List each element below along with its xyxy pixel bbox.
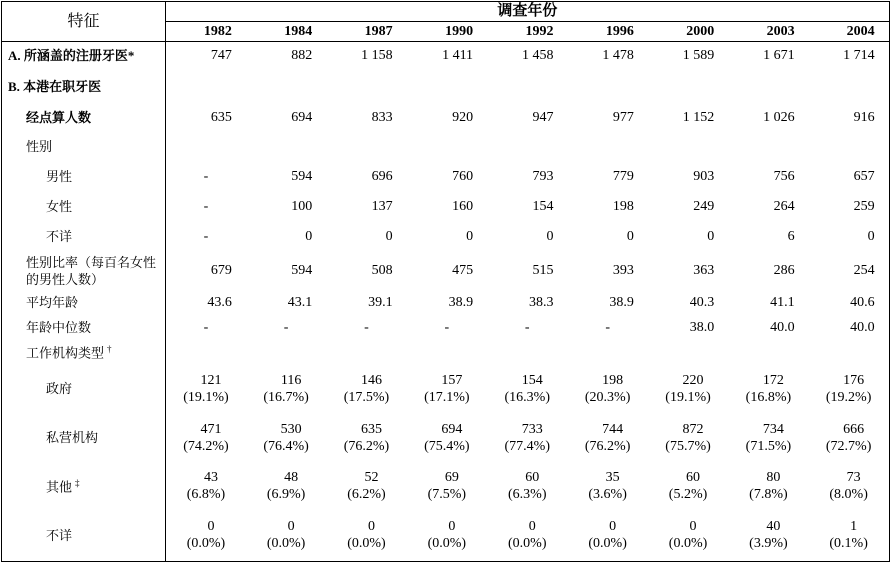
year-header: 1987 — [326, 22, 406, 42]
row-label-text: 不详 — [46, 229, 73, 244]
percent-value: (74.2%) — [183, 438, 229, 454]
count-value: 694 — [441, 421, 463, 437]
value-cell: 0 — [546, 229, 554, 244]
row-label — [2, 222, 166, 252]
empty-cell — [567, 340, 647, 364]
row-label-text: 男性 — [46, 169, 73, 184]
percent-value: (75.4%) — [424, 438, 470, 454]
count-value: 0 — [528, 519, 536, 535]
value-cell — [246, 462, 326, 510]
value-cell: 363 — [693, 263, 715, 278]
value-cell: 0 — [305, 229, 313, 244]
count-value: 48 — [284, 469, 299, 485]
empty-cell — [487, 70, 567, 104]
count-value: 176 — [843, 372, 865, 388]
table-row — [2, 192, 890, 222]
empty-cell — [728, 340, 808, 364]
table-row — [2, 132, 890, 162]
value-cell: 393 — [612, 263, 634, 278]
percent-value: (16.8%) — [745, 389, 792, 405]
empty-cell — [487, 132, 567, 162]
table-body — [2, 42, 890, 562]
row-label — [2, 42, 166, 70]
count-value: 872 — [682, 421, 704, 437]
row-label — [2, 340, 166, 364]
value-cell: - — [203, 199, 209, 214]
empty-cell — [166, 132, 246, 162]
percent-value: (0.0%) — [186, 536, 226, 552]
percent-value: (3.6%) — [588, 486, 627, 502]
percent-value: (5.2%) — [668, 486, 708, 502]
table-row — [2, 162, 890, 192]
value-cell: 1 478 — [602, 48, 634, 64]
value-cell: 0 — [626, 229, 634, 244]
value-cell — [166, 364, 246, 414]
empty-cell — [567, 70, 647, 104]
value-cell — [728, 510, 808, 562]
percent-value: (7.8%) — [749, 486, 788, 502]
percent-value: (6.2%) — [347, 486, 386, 502]
row-label-text: 平均年龄 — [26, 295, 79, 310]
value-cell: 40.3 — [689, 295, 715, 310]
value-cell — [246, 414, 326, 462]
value-cell — [648, 414, 728, 462]
year-header: 1990 — [407, 22, 487, 42]
year-header: 1992 — [487, 22, 567, 42]
value-cell — [407, 364, 487, 414]
value-cell — [567, 462, 647, 510]
table-row — [2, 316, 890, 340]
header-row-survey — [2, 2, 890, 22]
row-label-text: B. 本港在职牙医 — [8, 79, 102, 94]
value-cell — [246, 510, 326, 562]
row-label-text: 年龄中位数 — [26, 320, 92, 335]
count-value: 154 — [521, 372, 543, 388]
value-cell — [407, 414, 487, 462]
value-cell: 977 — [612, 110, 634, 125]
value-cell: 39.1 — [368, 295, 393, 310]
percent-value: (6.9%) — [266, 486, 306, 502]
value-cell: 760 — [452, 169, 474, 184]
value-cell: 0 — [385, 229, 393, 244]
value-cell — [166, 462, 246, 510]
value-cell: 0 — [466, 229, 474, 244]
value-cell: 696 — [371, 169, 393, 184]
empty-cell — [166, 70, 246, 104]
empty-cell — [809, 340, 890, 364]
percent-value: (76.4%) — [263, 438, 309, 454]
row-label — [2, 290, 166, 316]
empty-cell — [648, 70, 728, 104]
value-cell — [728, 414, 808, 462]
empty-cell — [326, 132, 406, 162]
value-cell — [166, 510, 246, 562]
year-header: 1984 — [246, 22, 326, 42]
percent-value: (0.0%) — [668, 536, 708, 552]
percent-value: (17.1%) — [424, 389, 470, 405]
empty-cell — [728, 70, 808, 104]
count-value: 52 — [364, 469, 379, 485]
footnote-mark: ‡ — [75, 478, 80, 489]
value-cell: 947 — [532, 110, 554, 125]
value-cell: 833 — [371, 110, 393, 125]
empty-cell — [648, 132, 728, 162]
value-cell: 594 — [291, 263, 313, 278]
percent-value: (0.0%) — [266, 536, 306, 552]
value-cell: 1 589 — [682, 48, 715, 64]
count-value: 471 — [200, 421, 222, 437]
value-cell — [728, 462, 808, 510]
count-value: 744 — [602, 421, 624, 437]
row-label — [2, 192, 166, 222]
count-value: 157 — [441, 372, 463, 388]
row-label-text: A. 所涵盖的注册牙医* — [8, 48, 135, 64]
row-label-text: 性别 — [26, 139, 53, 154]
table-row — [2, 462, 890, 510]
value-cell: - — [524, 320, 530, 335]
row-label — [2, 316, 166, 340]
value-cell: - — [203, 320, 209, 335]
table-row — [2, 104, 890, 132]
empty-cell — [407, 132, 487, 162]
value-cell: 793 — [532, 169, 554, 184]
value-cell — [487, 364, 567, 414]
value-cell: 154 — [532, 199, 554, 214]
value-cell: 779 — [612, 169, 634, 184]
percent-value: (6.8%) — [186, 486, 226, 502]
value-cell — [648, 462, 728, 510]
empty-cell — [809, 70, 890, 104]
count-value: 666 — [843, 421, 865, 437]
value-cell: 694 — [291, 110, 313, 125]
year-header: 1982 — [166, 22, 246, 42]
count-value: 116 — [280, 372, 302, 388]
count-value: 0 — [207, 519, 215, 535]
row-label-text: 其他 — [46, 479, 73, 495]
percent-value: (19.2%) — [825, 389, 872, 405]
percent-value: (0.0%) — [427, 536, 467, 552]
count-value: 172 — [762, 372, 784, 388]
value-cell: 1 671 — [763, 48, 795, 64]
table-row — [2, 70, 890, 104]
count-value: 1 — [850, 519, 858, 535]
value-cell: 254 — [853, 263, 875, 278]
count-value: 146 — [360, 372, 382, 388]
percent-value: (76.2%) — [584, 438, 631, 454]
row-label — [2, 252, 166, 290]
row-label-text: 不详 — [46, 527, 73, 543]
value-cell: 1 026 — [763, 110, 795, 125]
value-cell: 1 714 — [843, 48, 875, 64]
value-cell: 657 — [853, 169, 875, 184]
year-header: 2004 — [809, 22, 890, 42]
value-cell — [648, 364, 728, 414]
count-value: 121 — [200, 372, 222, 388]
value-cell: 41.1 — [770, 295, 795, 310]
value-cell: - — [605, 320, 610, 335]
percent-value: (0.1%) — [829, 536, 868, 552]
percent-value: (0.0%) — [347, 536, 386, 552]
value-cell: 882 — [291, 48, 313, 64]
row-label — [2, 414, 166, 462]
empty-cell — [246, 132, 326, 162]
value-cell: 198 — [612, 199, 634, 214]
value-cell: 1 458 — [521, 48, 554, 64]
value-cell: 1 152 — [682, 110, 715, 125]
empty-cell — [407, 340, 487, 364]
count-value: 69 — [444, 469, 459, 485]
value-cell: 475 — [452, 263, 474, 278]
percent-value: (8.0%) — [829, 486, 868, 502]
value-cell: 100 — [291, 199, 313, 214]
value-cell: 40.0 — [770, 320, 795, 335]
empty-cell — [166, 340, 246, 364]
value-cell: 40.0 — [850, 320, 875, 335]
value-cell — [648, 510, 728, 562]
row-label-text: 私营机构 — [46, 430, 99, 445]
count-value: 733 — [521, 421, 543, 437]
value-cell: - — [444, 320, 450, 335]
row-label — [2, 364, 166, 414]
percent-value: (3.9%) — [749, 536, 788, 552]
row-label-text: 经点算人数 — [26, 110, 92, 125]
empty-cell — [407, 70, 487, 104]
value-cell: - — [203, 169, 209, 184]
value-cell — [326, 510, 406, 562]
value-cell: 594 — [291, 169, 313, 184]
count-value: 35 — [605, 469, 620, 485]
row-label — [2, 510, 166, 562]
count-value: 220 — [682, 372, 704, 388]
value-cell: 160 — [452, 199, 474, 214]
percent-value: (71.5%) — [745, 438, 792, 454]
row-label — [2, 162, 166, 192]
empty-cell — [326, 70, 406, 104]
percent-value: (19.1%) — [183, 389, 229, 405]
percent-value: (77.4%) — [504, 438, 550, 454]
count-value: 73 — [846, 469, 861, 485]
table-row — [2, 290, 890, 316]
count-value: 0 — [609, 519, 617, 535]
value-cell — [809, 510, 890, 562]
year-header: 2000 — [648, 22, 728, 42]
empty-cell — [809, 132, 890, 162]
value-cell — [567, 510, 647, 562]
footnote-mark: † — [107, 344, 112, 355]
row-label-text: 性别比率（每百名女性的男性人数） — [26, 254, 157, 287]
count-value: 734 — [762, 421, 784, 437]
value-cell: 756 — [773, 169, 795, 184]
value-cell: 508 — [371, 263, 393, 278]
value-cell — [166, 414, 246, 462]
value-cell: 43.1 — [287, 295, 313, 310]
row-label — [2, 462, 166, 510]
percent-value: (20.3%) — [584, 389, 631, 405]
dentist-statistics-table — [1, 1, 890, 562]
value-cell: 38.9 — [448, 295, 474, 310]
value-cell — [326, 462, 406, 510]
row-label — [2, 104, 166, 132]
value-cell — [326, 414, 406, 462]
value-cell: 920 — [452, 110, 474, 125]
count-value: 43 — [203, 469, 218, 485]
count-value: 0 — [367, 519, 375, 535]
value-cell — [487, 462, 567, 510]
value-cell: 679 — [210, 263, 232, 278]
percent-value: (0.0%) — [588, 536, 627, 552]
count-value: 60 — [525, 469, 540, 485]
row-label-text: 女性 — [46, 199, 73, 214]
value-cell: 38.0 — [689, 320, 715, 335]
row-label-text: 政府 — [46, 381, 73, 396]
count-value: 40 — [766, 519, 781, 535]
percent-value: (7.5%) — [427, 486, 467, 502]
count-value: 0 — [448, 519, 456, 535]
percent-value: (16.7%) — [263, 389, 309, 405]
year-header: 2003 — [728, 22, 808, 42]
value-cell: 515 — [532, 263, 554, 278]
value-cell: - — [364, 320, 369, 335]
percent-value: (0.0%) — [508, 536, 547, 552]
value-cell — [809, 462, 890, 510]
empty-cell — [648, 340, 728, 364]
percent-value: (16.3%) — [504, 389, 550, 405]
table-row — [2, 42, 890, 70]
value-cell: 1 411 — [442, 48, 474, 64]
percent-value: (17.5%) — [343, 389, 390, 405]
count-value: 635 — [360, 421, 382, 437]
empty-cell — [326, 340, 406, 364]
empty-cell — [487, 340, 567, 364]
value-cell — [487, 510, 567, 562]
value-cell — [246, 364, 326, 414]
row-label — [2, 132, 166, 162]
count-value: 60 — [686, 469, 701, 485]
table-row — [2, 222, 890, 252]
table-row — [2, 340, 890, 364]
empty-cell — [246, 340, 326, 364]
percent-value: (75.7%) — [665, 438, 711, 454]
year-header: 1996 — [567, 22, 647, 42]
value-cell: 38.9 — [609, 295, 634, 310]
value-cell: 916 — [853, 110, 875, 125]
row-label — [2, 70, 166, 104]
percent-value: (76.2%) — [343, 438, 390, 454]
value-cell: 286 — [773, 263, 795, 278]
table-header — [2, 2, 890, 42]
value-cell — [567, 414, 647, 462]
table-row — [2, 364, 890, 414]
survey-year-header: 调查年份 — [166, 2, 890, 22]
value-cell: 903 — [693, 169, 715, 184]
count-value: 198 — [602, 372, 624, 388]
empty-cell — [728, 132, 808, 162]
table-row — [2, 510, 890, 562]
value-cell: - — [203, 229, 209, 244]
value-cell: 38.3 — [528, 295, 554, 310]
value-cell: 747 — [210, 48, 232, 64]
percent-value: (19.1%) — [665, 389, 711, 405]
value-cell: 249 — [693, 199, 715, 214]
value-cell: 1 158 — [361, 48, 393, 64]
value-cell: 0 — [867, 229, 875, 244]
value-cell: 137 — [371, 199, 393, 214]
count-value: 530 — [280, 421, 302, 437]
value-cell: 259 — [853, 199, 875, 214]
feature-header: 特征 — [2, 2, 166, 42]
table-row — [2, 414, 890, 462]
empty-cell — [246, 70, 326, 104]
count-value: 0 — [689, 519, 697, 535]
percent-value: (72.7%) — [825, 438, 872, 454]
value-cell: 635 — [210, 110, 232, 125]
value-cell — [809, 364, 890, 414]
value-cell — [487, 414, 567, 462]
value-cell: 0 — [707, 229, 715, 244]
value-cell — [809, 414, 890, 462]
value-cell — [407, 510, 487, 562]
count-value: 80 — [766, 469, 781, 485]
empty-cell — [567, 132, 647, 162]
value-cell: 6 — [787, 229, 795, 244]
value-cell: 43.6 — [207, 295, 232, 310]
value-cell — [407, 462, 487, 510]
row-label-text: 工作机构类型 — [26, 345, 105, 361]
value-cell — [326, 364, 406, 414]
value-cell: - — [283, 320, 289, 335]
value-cell — [567, 364, 647, 414]
count-value: 0 — [287, 519, 295, 535]
value-cell: 40.6 — [850, 295, 875, 310]
percent-value: (6.3%) — [508, 486, 547, 502]
value-cell: 264 — [773, 199, 795, 214]
value-cell — [728, 364, 808, 414]
table-row — [2, 252, 890, 290]
